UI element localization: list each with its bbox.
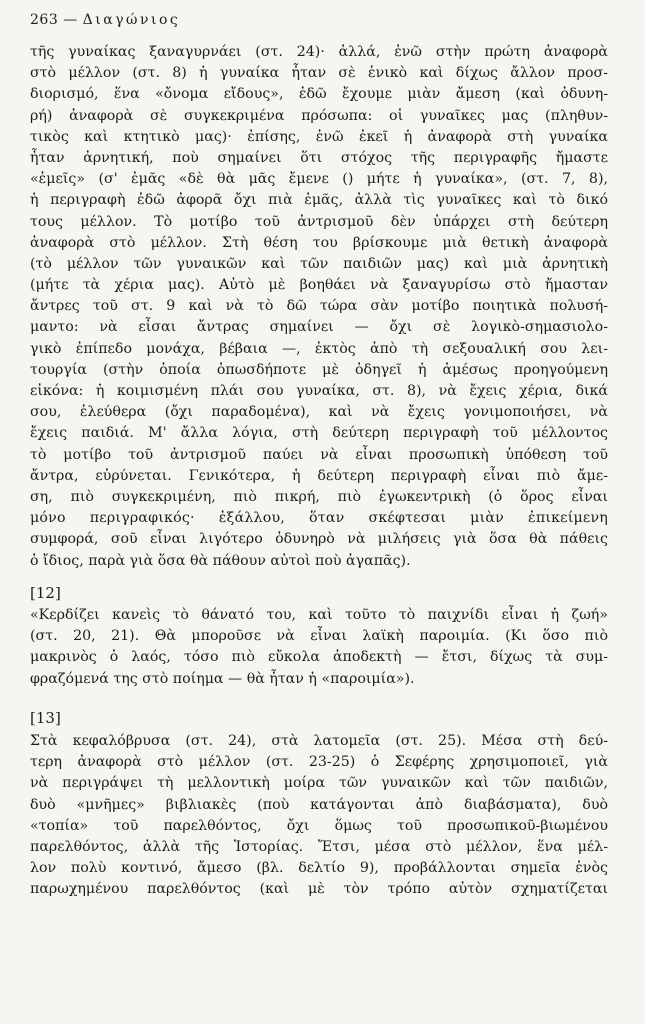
text-line: ἦταν ἀρνητική, ποὺ σημαίνει ὅτι στόχος τῆς περιγραφῆς ἤμαστε [30, 149, 608, 166]
text-line: τικὸς καὶ κτητικὸ μας)· ἐπίσης, ἐνῶ ἐκεῖ ἡ ἀναφορὰ στὴ γυναίκα [30, 128, 608, 145]
page-header [30, 12, 180, 28]
text-line: τους μέλλον. Τὸ μοτίβο τοῦ ἀντρισμοῦ δὲν ὑπάρχει στὴ δεύτερη [30, 213, 608, 230]
note-number-12: [12] [30, 584, 61, 602]
page-number: 263 [30, 12, 59, 28]
text-line: τερη ἀναφορὰ στὸ μέλλον (στ. 23-25) ὁ Σεφέρης χρησιμοποιεῖ, γιὰ [30, 754, 608, 771]
text-line: «τοπία» τοῦ παρελθόντος, ὄχι ὅμως τοῦ προσωπικοῦ-βιωμένου [30, 817, 608, 834]
note-number-13: [13] [30, 709, 61, 727]
text-line: εἰκόνα: ἡ κοιμισμένη πλάι σου γυναίκα, στ. 8), νὰ ἔχεις χέρια, δικά [30, 383, 608, 399]
text-line: παρελθόντος, ἀλλὰ τῆς Ἱστορίας. Ἔτσι, μέσα στὸ μέλλον, ἕνα μέλ- [30, 838, 608, 855]
text-line: ἡ περιγραφὴ ἐδῶ ἀφορᾶ ὄχι πιὰ ἐμᾶς, ἀλλὰ τὶς γυναῖκες καὶ τὸ δικό [30, 192, 608, 209]
text-line: σου, ἐλεύθερα (ὄχι παραδομένα), καὶ νὰ ἔχεις γονιμοποιήσει, νὰ [30, 404, 608, 421]
text-line: δυὸ «μνῆμες» βιβλιακὲς (ποὺ κατάγονται ἀπὸ διαβάσματα), δυὸ [30, 796, 608, 813]
text-line: ἔχεις παιδιά. Μ' ἄλλα λόγια, στὴ δεύτερη περιγραφὴ τοῦ μέλλοντος [30, 425, 608, 442]
text-line: ἀναφορὰ στὸ μέλλον. Στὴ θέση του βρίσκουμε μιὰ θετικὴ ἀναφορὰ [30, 234, 608, 251]
text-line: μαντο: νὰ εἶσαι ἄντρας σημαίνει — ὄχι σὲ λογικὸ-σημασιολο- [30, 319, 608, 336]
text-line: τουργία (στὴν ὁποία ὁπωσδήποτε μὲ ὁδηγεῖ ἡ ἀμέσως προηγούμενη [30, 361, 608, 378]
text-line: τῆς γυναίκας ξαναγυρνάει (στ. 24)· ἀλλά, ἐνῶ στὴν πρώτη ἀναφορὰ [30, 44, 608, 60]
text-line: τὸ μοτίβο τοῦ ἀντρισμοῦ παύει νὰ εἶναι προσωπικὴ ὑπόθεση τοῦ [30, 446, 608, 463]
text-line: διορισμό, ἕνα «ὄνομα εἴδους», ἐδῶ ἔχουμε μιὰν ἄμεση (καὶ ὀδυνη- [30, 86, 608, 103]
text-line: ση, πιὸ συγκεκριμένη, πιὸ πικρή, πιὸ ἐγωκεντρικὴ (ὁ ὅρος εἶναι [30, 488, 608, 505]
text-line: στὸ μέλλον (στ. 8) ἡ γυναίκα ἦταν σὲ ἑνικὸ καὶ δίχως ἄλλον προσ- [30, 65, 608, 82]
text-line: νὰ περιγράψει τὴ μελλοντικὴ μοίρα τῶν γυναικῶν καὶ τῶν παιδιῶν, [30, 775, 608, 792]
note-13 [30, 731, 608, 901]
running-title: Διαγώνιος [82, 12, 181, 28]
text-line: (μήτε τὰ χέρια μας). Αὐτὸ μὲ βοηθάει νὰ ξαναγυρίσω στὸ ἤμασταν [30, 277, 608, 294]
text-line: φραζόμενά της στὸ ποίημα — θὰ ἦταν ἡ «παροιμία»). [30, 670, 415, 687]
note-12 [30, 605, 608, 690]
text-line: παρωχημένου παρελθόντος (καὶ μὲ τὸν τρόπο αὐτὸν σχηματίζεται [30, 881, 608, 898]
text-line: γικὸ ἐπίπεδο μονάχα, βέβαια —, ἐκτὸς ἀπὸ τὴ σεξουαλική σου λει- [30, 340, 608, 357]
text-line: συμφορά, σοῦ εἶναι λιγότερο ὀδυνηρὸ νὰ μιλήσεις γιὰ ὅσα θὰ πάθεις [30, 531, 608, 548]
text-line: λον πολὺ κοντινό, ἄμεσο (βλ. δελτίο 9), προβάλλονται σημεῖα ἑνὸς [30, 860, 608, 877]
text-line: (τὸ μέλλον τῶν γυναικῶν καὶ τῶν παιδιῶν μας) καὶ μιὰ ἀρνητικὴ [30, 255, 608, 272]
text-line: (στ. 20, 21). Θὰ μποροῦσε νὰ εἶναι λαϊκὴ παροιμία. (Κι ὅσο πιὸ [30, 628, 608, 645]
text-line: «Κερδίζει κανεὶς τὸ θάνατό του, καὶ τοῦτο τὸ παιχνίδι εἶναι ἡ ζωή» [30, 607, 608, 623]
text-line: ἄντρα, εὐρύνεται. Γενικότερα, ἡ δεύτερη περιγραφὴ εἶναι πιὸ ἄμε- [30, 467, 608, 484]
text-line: ρή) ἀναφορὰ σὲ συγκεκριμένα πρόσωπα: οἱ γυναῖκες μας (πληθυν- [30, 107, 608, 124]
text-line: ἄντρες τοῦ στ. 9 καὶ νὰ τὸ δῶ τώρα σὰν μοτίβο ποιητικὰ πολυσή- [30, 298, 608, 315]
text-line: μόνο περιγραφικός· ἐξάλλου, ὅταν σκέφτεσαι μιὰν ἐπικείμενη [30, 510, 608, 527]
paragraph-1 [30, 42, 608, 572]
header-dash: — [63, 12, 78, 28]
text-line: ὁ ἴδιος, παρὰ γιὰ ὅσα θὰ πάθουν αὐτοὶ ποὺ ἀγαπᾶς). [30, 552, 411, 569]
text-line: μακρινὸς ὁ λαός, τόσο πιὸ εὔκολα ἀποδεκτὴ — ἔτσι, δίχως τὰ συμ- [30, 649, 608, 666]
text-line: Στὰ κεφαλόβρυσα (στ. 24), στὰ λατομεῖα (στ. 25). Μέσα στὴ δεύ- [30, 733, 608, 749]
text-line: «ἐμεῖς» (σ' ἐμᾶς «δὲ θὰ μᾶς ἔμενε () μήτε ἡ γυναίκα», (στ. 7, 8), [30, 171, 608, 188]
